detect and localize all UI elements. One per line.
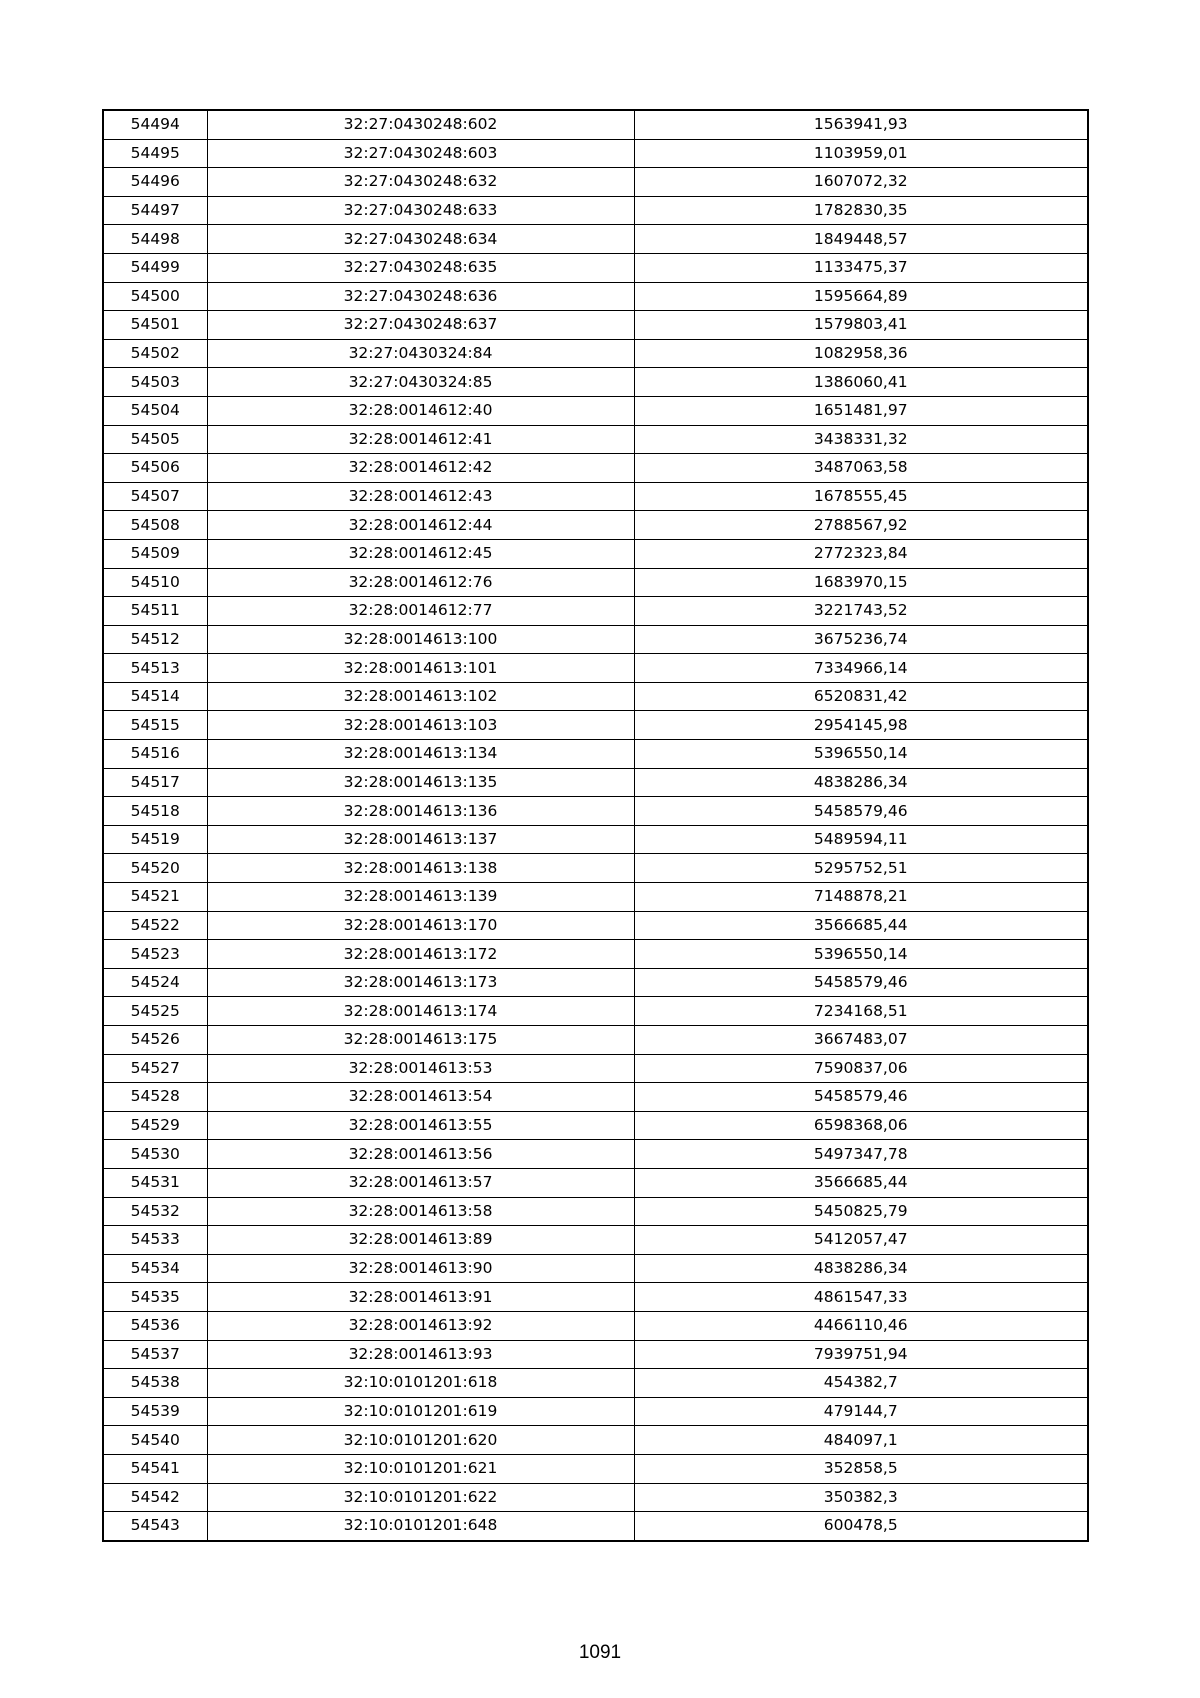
cadastral-number-cell: 32:28:0014613:58: [207, 1197, 634, 1226]
table-row: [103, 1254, 1088, 1283]
table-row: [103, 368, 1088, 397]
row-number-cell: 54537: [103, 1340, 207, 1369]
cadastral-value-cell: 3566685,44: [634, 911, 1088, 940]
cadastral-number-cell: 32:28:0014613:134: [207, 740, 634, 769]
cadastral-value-cell: 4838286,34: [634, 1254, 1088, 1283]
cadastral-number-cell: 32:10:0101201:621: [207, 1454, 634, 1483]
cadastral-number-cell: 32:28:0014613:92: [207, 1311, 634, 1340]
table-row: [103, 825, 1088, 854]
cadastral-value-cell: 5295752,51: [634, 854, 1088, 883]
cadastral-value-cell: 5412057,47: [634, 1226, 1088, 1255]
table-row: [103, 282, 1088, 311]
table-row: [103, 1454, 1088, 1483]
cadastral-number-cell: 32:28:0014613:139: [207, 883, 634, 912]
registry-table: [102, 109, 1089, 1542]
row-number-cell: 54506: [103, 454, 207, 483]
cadastral-value-cell: 484097,1: [634, 1426, 1088, 1455]
cadastral-number-cell: 32:27:0430248:634: [207, 225, 634, 254]
row-number-cell: 54511: [103, 597, 207, 626]
row-number-cell: 54501: [103, 311, 207, 340]
cadastral-value-cell: 1782830,35: [634, 196, 1088, 225]
row-number-cell: 54500: [103, 282, 207, 311]
row-number-cell: 54498: [103, 225, 207, 254]
row-number-cell: 54524: [103, 968, 207, 997]
cadastral-value-cell: 7590837,06: [634, 1054, 1088, 1083]
cadastral-value-cell: 2772323,84: [634, 539, 1088, 568]
cadastral-number-cell: 32:28:0014613:53: [207, 1054, 634, 1083]
row-number-cell: 54542: [103, 1483, 207, 1512]
cadastral-number-cell: 32:28:0014612:43: [207, 482, 634, 511]
row-number-cell: 54509: [103, 539, 207, 568]
row-number-cell: 54540: [103, 1426, 207, 1455]
row-number-cell: 54513: [103, 654, 207, 683]
table-row: [103, 711, 1088, 740]
cadastral-number-cell: 32:28:0014613:54: [207, 1083, 634, 1112]
row-number-cell: 54512: [103, 625, 207, 654]
row-number-cell: 54529: [103, 1111, 207, 1140]
cadastral-value-cell: 350382,3: [634, 1483, 1088, 1512]
cadastral-number-cell: 32:28:0014613:137: [207, 825, 634, 854]
cadastral-value-cell: 2788567,92: [634, 511, 1088, 540]
row-number-cell: 54510: [103, 568, 207, 597]
cadastral-value-cell: 1082958,36: [634, 339, 1088, 368]
row-number-cell: 54503: [103, 368, 207, 397]
table-row: [103, 1397, 1088, 1426]
table-row: [103, 253, 1088, 282]
cadastral-value-cell: 3566685,44: [634, 1168, 1088, 1197]
cadastral-value-cell: 5458579,46: [634, 968, 1088, 997]
cadastral-number-cell: 32:28:0014612:76: [207, 568, 634, 597]
cadastral-value-cell: 4861547,33: [634, 1283, 1088, 1312]
cadastral-number-cell: 32:27:0430324:84: [207, 339, 634, 368]
row-number-cell: 54518: [103, 797, 207, 826]
row-number-cell: 54508: [103, 511, 207, 540]
cadastral-value-cell: 3487063,58: [634, 454, 1088, 483]
cadastral-value-cell: 5489594,11: [634, 825, 1088, 854]
cadastral-number-cell: 32:28:0014612:77: [207, 597, 634, 626]
table-row: [103, 1426, 1088, 1455]
table-row: [103, 396, 1088, 425]
cadastral-number-cell: 32:28:0014613:173: [207, 968, 634, 997]
row-number-cell: 54534: [103, 1254, 207, 1283]
cadastral-number-cell: 32:27:0430248:603: [207, 139, 634, 168]
table-row: [103, 1026, 1088, 1055]
row-number-cell: 54533: [103, 1226, 207, 1255]
row-number-cell: 54527: [103, 1054, 207, 1083]
cadastral-value-cell: 1607072,32: [634, 168, 1088, 197]
row-number-cell: 54515: [103, 711, 207, 740]
cadastral-number-cell: 32:28:0014613:174: [207, 997, 634, 1026]
cadastral-number-cell: 32:28:0014613:55: [207, 1111, 634, 1140]
cadastral-value-cell: 7148878,21: [634, 883, 1088, 912]
cadastral-number-cell: 32:28:0014613:89: [207, 1226, 634, 1255]
table-row: [103, 740, 1088, 769]
cadastral-number-cell: 32:28:0014612:42: [207, 454, 634, 483]
cadastral-value-cell: 4466110,46: [634, 1311, 1088, 1340]
table-row: [103, 883, 1088, 912]
table-row: [103, 854, 1088, 883]
cadastral-number-cell: 32:28:0014613:136: [207, 797, 634, 826]
row-number-cell: 54541: [103, 1454, 207, 1483]
registry-table-body: [103, 110, 1088, 1541]
cadastral-value-cell: 1579803,41: [634, 311, 1088, 340]
cadastral-number-cell: 32:27:0430248:632: [207, 168, 634, 197]
row-number-cell: 54525: [103, 997, 207, 1026]
row-number-cell: 54543: [103, 1512, 207, 1541]
row-number-cell: 54514: [103, 682, 207, 711]
table-row: [103, 1483, 1088, 1512]
row-number-cell: 54505: [103, 425, 207, 454]
cadastral-value-cell: 5497347,78: [634, 1140, 1088, 1169]
cadastral-value-cell: 1563941,93: [634, 110, 1088, 139]
table-row: [103, 139, 1088, 168]
cadastral-value-cell: 3438331,32: [634, 425, 1088, 454]
cadastral-value-cell: 3667483,07: [634, 1026, 1088, 1055]
row-number-cell: 54517: [103, 768, 207, 797]
cadastral-value-cell: 5458579,46: [634, 797, 1088, 826]
table-row: [103, 597, 1088, 626]
table-row: [103, 225, 1088, 254]
table-row: [103, 797, 1088, 826]
cadastral-value-cell: 7334966,14: [634, 654, 1088, 683]
table-row: [103, 196, 1088, 225]
table-row: [103, 539, 1088, 568]
cadastral-number-cell: 32:27:0430248:633: [207, 196, 634, 225]
cadastral-value-cell: 1103959,01: [634, 139, 1088, 168]
table-row: [103, 1283, 1088, 1312]
cadastral-number-cell: 32:28:0014613:138: [207, 854, 634, 883]
cadastral-number-cell: 32:28:0014613:135: [207, 768, 634, 797]
table-row: [103, 425, 1088, 454]
cadastral-number-cell: 32:10:0101201:618: [207, 1369, 634, 1398]
cadastral-number-cell: 32:27:0430248:635: [207, 253, 634, 282]
cadastral-value-cell: 5396550,14: [634, 740, 1088, 769]
table-row: [103, 997, 1088, 1026]
cadastral-number-cell: 32:10:0101201:619: [207, 1397, 634, 1426]
table-row: [103, 568, 1088, 597]
row-number-cell: 54523: [103, 940, 207, 969]
row-number-cell: 54504: [103, 396, 207, 425]
table-row: [103, 768, 1088, 797]
cadastral-number-cell: 32:28:0014613:103: [207, 711, 634, 740]
row-number-cell: 54495: [103, 139, 207, 168]
cadastral-number-cell: 32:28:0014613:93: [207, 1340, 634, 1369]
table-row: [103, 511, 1088, 540]
row-number-cell: 54496: [103, 168, 207, 197]
row-number-cell: 54528: [103, 1083, 207, 1112]
cadastral-value-cell: 6520831,42: [634, 682, 1088, 711]
row-number-cell: 54507: [103, 482, 207, 511]
cadastral-number-cell: 32:10:0101201:648: [207, 1512, 634, 1541]
cadastral-number-cell: 32:27:0430324:85: [207, 368, 634, 397]
page-number: 1091: [578, 1642, 622, 1663]
table-row: [103, 1197, 1088, 1226]
row-number-cell: 54530: [103, 1140, 207, 1169]
row-number-cell: 54538: [103, 1369, 207, 1398]
cadastral-number-cell: 32:28:0014613:57: [207, 1168, 634, 1197]
cadastral-value-cell: 1595664,89: [634, 282, 1088, 311]
cadastral-number-cell: 32:28:0014613:102: [207, 682, 634, 711]
cadastral-value-cell: 5450825,79: [634, 1197, 1088, 1226]
cadastral-value-cell: 5396550,14: [634, 940, 1088, 969]
row-number-cell: 54535: [103, 1283, 207, 1312]
table-row: [103, 311, 1088, 340]
cadastral-value-cell: 1386060,41: [634, 368, 1088, 397]
cadastral-value-cell: 1651481,97: [634, 396, 1088, 425]
cadastral-number-cell: 32:28:0014613:170: [207, 911, 634, 940]
cadastral-value-cell: 1678555,45: [634, 482, 1088, 511]
row-number-cell: 54502: [103, 339, 207, 368]
table-row: [103, 1512, 1088, 1541]
table-row: [103, 1311, 1088, 1340]
table-row: [103, 454, 1088, 483]
cadastral-value-cell: 1133475,37: [634, 253, 1088, 282]
table-row: [103, 940, 1088, 969]
table-row: [103, 625, 1088, 654]
cadastral-number-cell: 32:27:0430248:636: [207, 282, 634, 311]
cadastral-value-cell: 6598368,06: [634, 1111, 1088, 1140]
row-number-cell: 54526: [103, 1026, 207, 1055]
cadastral-number-cell: 32:28:0014613:175: [207, 1026, 634, 1055]
cadastral-number-cell: 32:28:0014613:172: [207, 940, 634, 969]
row-number-cell: 54536: [103, 1311, 207, 1340]
table-row: [103, 482, 1088, 511]
row-number-cell: 54497: [103, 196, 207, 225]
table-row: [103, 682, 1088, 711]
cadastral-value-cell: 4838286,34: [634, 768, 1088, 797]
cadastral-number-cell: 32:10:0101201:622: [207, 1483, 634, 1512]
table-row: [103, 1111, 1088, 1140]
cadastral-value-cell: 7939751,94: [634, 1340, 1088, 1369]
cadastral-number-cell: 32:28:0014613:91: [207, 1283, 634, 1312]
row-number-cell: 54531: [103, 1168, 207, 1197]
row-number-cell: 54522: [103, 911, 207, 940]
cadastral-number-cell: 32:28:0014613:100: [207, 625, 634, 654]
cadastral-number-cell: 32:28:0014612:45: [207, 539, 634, 568]
table-row: [103, 911, 1088, 940]
cadastral-number-cell: 32:27:0430248:602: [207, 110, 634, 139]
cadastral-value-cell: 5458579,46: [634, 1083, 1088, 1112]
row-number-cell: 54499: [103, 253, 207, 282]
cadastral-value-cell: 600478,5: [634, 1512, 1088, 1541]
row-number-cell: 54519: [103, 825, 207, 854]
cadastral-value-cell: 3675236,74: [634, 625, 1088, 654]
cadastral-value-cell: 1683970,15: [634, 568, 1088, 597]
cadastral-number-cell: 32:27:0430248:637: [207, 311, 634, 340]
row-number-cell: 54520: [103, 854, 207, 883]
row-number-cell: 54532: [103, 1197, 207, 1226]
row-number-cell: 54521: [103, 883, 207, 912]
table-row: [103, 1168, 1088, 1197]
cadastral-number-cell: 32:28:0014613:56: [207, 1140, 634, 1169]
cadastral-number-cell: 32:28:0014612:40: [207, 396, 634, 425]
table-row: [103, 168, 1088, 197]
cadastral-value-cell: 352858,5: [634, 1454, 1088, 1483]
cadastral-value-cell: 3221743,52: [634, 597, 1088, 626]
cadastral-value-cell: 2954145,98: [634, 711, 1088, 740]
cadastral-number-cell: 32:28:0014612:44: [207, 511, 634, 540]
cadastral-number-cell: 32:28:0014613:90: [207, 1254, 634, 1283]
table-row: [103, 1226, 1088, 1255]
table-row: [103, 1369, 1088, 1398]
table-row: [103, 1083, 1088, 1112]
table-row: [103, 968, 1088, 997]
cadastral-value-cell: 7234168,51: [634, 997, 1088, 1026]
cadastral-number-cell: 32:28:0014612:41: [207, 425, 634, 454]
cadastral-value-cell: 1849448,57: [634, 225, 1088, 254]
table-row: [103, 110, 1088, 139]
cadastral-value-cell: 479144,7: [634, 1397, 1088, 1426]
table-row: [103, 1054, 1088, 1083]
row-number-cell: 54516: [103, 740, 207, 769]
table-row: [103, 654, 1088, 683]
cadastral-number-cell: 32:28:0014613:101: [207, 654, 634, 683]
cadastral-value-cell: 454382,7: [634, 1369, 1088, 1398]
table-row: [103, 339, 1088, 368]
table-row: [103, 1140, 1088, 1169]
row-number-cell: 54494: [103, 110, 207, 139]
table-row: [103, 1340, 1088, 1369]
cadastral-number-cell: 32:10:0101201:620: [207, 1426, 634, 1455]
row-number-cell: 54539: [103, 1397, 207, 1426]
